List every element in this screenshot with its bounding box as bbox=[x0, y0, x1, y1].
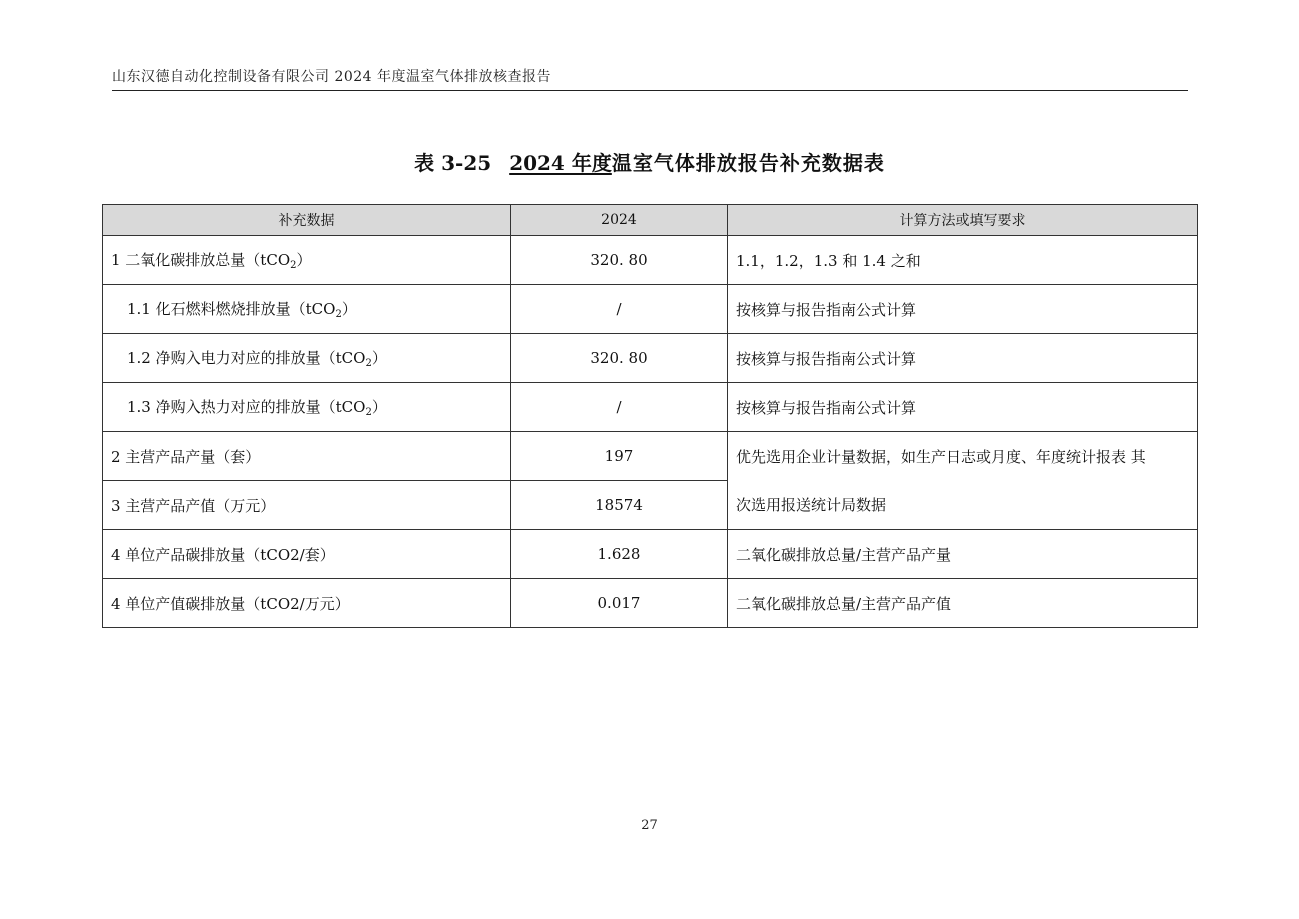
row-value: 0.017 bbox=[511, 579, 728, 628]
table-row bbox=[103, 579, 1198, 628]
row-value: / bbox=[511, 383, 728, 432]
table-header-row bbox=[103, 205, 1198, 236]
row-method: 按核算与报告指南公式计算 bbox=[728, 334, 1198, 383]
table-row bbox=[103, 334, 1198, 383]
table-row bbox=[103, 530, 1198, 579]
table-row bbox=[103, 432, 1198, 481]
table-row bbox=[103, 285, 1198, 334]
row-item: 1.3 净购入热力对应的排放量（tCO$_2$） bbox=[103, 383, 511, 432]
row-method: 二氧化碳排放总量/主营产品产值 bbox=[728, 579, 1198, 628]
row-item: 2 主营产品产量（套） bbox=[103, 432, 511, 481]
title-text: 温室气体排放报告补充数据表 bbox=[611, 151, 885, 175]
row-value: 18574 bbox=[511, 481, 728, 530]
row-item: 4 单位产品碳排放量（tCO2/套） bbox=[103, 530, 511, 579]
row-method-merged: 优先选用企业计量数据，如生产日志或月度、年度统计报表 其 次选用报送统计局数据 bbox=[728, 432, 1198, 530]
page-number: 27 bbox=[641, 818, 658, 833]
column-header-year: 2024 bbox=[511, 205, 728, 236]
row-value: / bbox=[511, 285, 728, 334]
row-method: 按核算与报告指南公式计算 bbox=[728, 285, 1198, 334]
row-method: 按核算与报告指南公式计算 bbox=[728, 383, 1198, 432]
row-value: 1.628 bbox=[511, 530, 728, 579]
row-method: 二氧化碳排放总量/主营产品产量 bbox=[728, 530, 1198, 579]
row-item: 1.2 净购入电力对应的排放量（tCO$_2$） bbox=[103, 334, 511, 383]
row-item: 1 二氧化碳排放总量（tCO$_2$） bbox=[103, 236, 511, 285]
table-row bbox=[103, 383, 1198, 432]
column-header-method: 计算方法或填写要求 bbox=[728, 205, 1198, 236]
table-row bbox=[103, 236, 1198, 285]
table-title bbox=[0, 148, 1299, 178]
table-number: 表 3-25 bbox=[414, 151, 492, 175]
row-item: 1.1 化石燃料燃烧排放量（tCO$_2$） bbox=[103, 285, 511, 334]
page-header bbox=[112, 66, 1188, 91]
supplementary-data-table bbox=[102, 204, 1198, 628]
row-item: 3 主营产品产值（万元） bbox=[103, 481, 511, 530]
row-value: 320. 80 bbox=[511, 236, 728, 285]
column-header-item: 补充数据 bbox=[103, 205, 511, 236]
row-value: 197 bbox=[511, 432, 728, 481]
row-item: 4 单位产值碳排放量（tCO2/万元） bbox=[103, 579, 511, 628]
row-value: 320. 80 bbox=[511, 334, 728, 383]
header-text: 山东汉德自动化控制设备有限公司 2024 年度温室气体排放核查报告 bbox=[112, 69, 552, 85]
title-year: 2024 年度 bbox=[509, 151, 612, 175]
row-method: 1.1，1.2，1.3 和 1.4 之和 bbox=[728, 236, 1198, 285]
